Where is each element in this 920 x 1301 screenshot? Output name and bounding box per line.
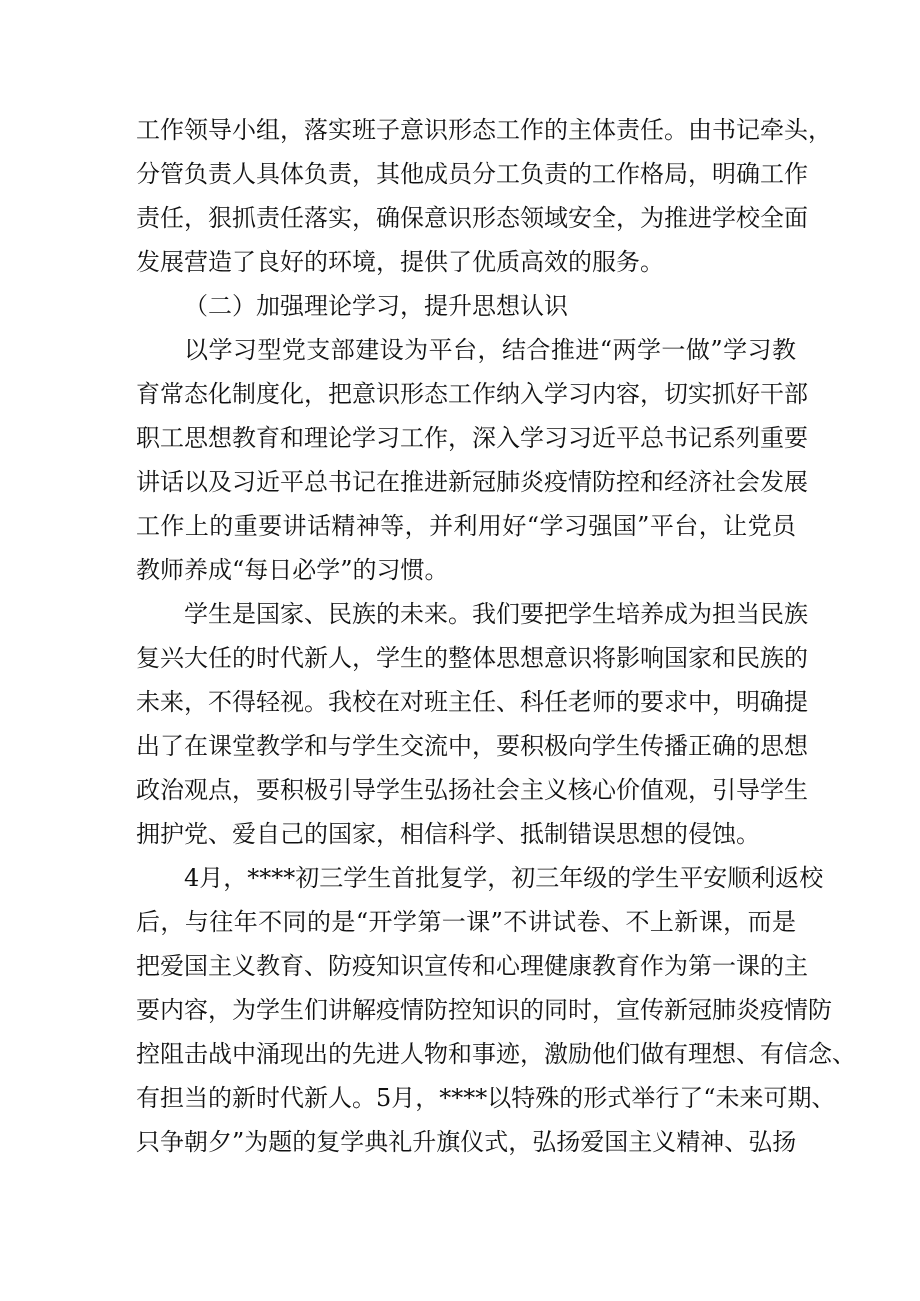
text-line: 育常态化制度化，把意识形态工作纳入学习内容，切实抓好干部 [136,380,808,408]
text-line: 政治观点，要积极引导学生弘扬社会主义核心价值观，引导学生 [136,776,808,804]
text-line: 职工思想教育和理论学习工作，深入学习习近平总书记系列重要 [136,424,808,452]
text-line: 工作上的重要讲话精神等，并利用好“学习强国”平台，让党员 [136,512,796,540]
text-line: 复兴大任的时代新人，学生的整体思想意识将影响国家和民族的 [136,644,808,672]
text-line: 工作领导小组，落实班子意识形态工作的主体责任。由书记牵头， [136,116,832,144]
text-line: 只争朝夕”为题的复学典礼升旗仪式，弘扬爱国主义精神、弘扬 [136,1128,797,1156]
text-line: 控阻击战中涌现出的先进人物和事迹，激励他们做有理想、有信念、 [136,1040,856,1068]
text-line: 后，与往年不同的是“开学第一课”不讲试卷、不上新课，而是 [136,908,796,936]
text-line: 未来，不得轻视。我校在对班主任、科任老师的要求中，明确提 [136,688,808,716]
text-line: 4月，****初三学生首批复学，初三年级的学生平安顺利返校 [184,864,824,892]
text-line: 发展营造了良好的环境，提供了优质高效的服务。 [136,248,664,276]
text-line: 学生是国家、民族的未来。我们要把学生培养成为担当民族 [184,600,808,628]
text-line: 要内容，为学生们讲解疫情防控知识的同时，宣传新冠肺炎疫情防 [136,996,832,1024]
text-line: 分管负责人具体负责，其他成员分工负责的工作格局，明确工作 [136,160,808,188]
text-line: 讲话以及习近平总书记在推进新冠肺炎疫情防控和经济社会发展 [136,468,808,496]
text-line: 责任，狠抓责任落实，确保意识形态领域安全，为推进学校全面 [136,204,808,232]
text-line: 有担当的新时代新人。5月，****以特殊的形式举行了“未来可期、 [136,1084,836,1112]
section-heading: （二）加强理论学习，提升思想认识 [184,292,568,320]
text-line: 以学习型党支部建设为平台，结合推进“两学一做”学习教 [184,336,796,364]
text-line: 拥护党、爱自己的国家，相信科学、抵制错误思想的侵蚀。 [136,820,760,848]
text-line: 教师养成“每日必学”的习惯。 [136,556,449,584]
text-line: 把爱国主义教育、防疫知识宣传和心理健康教育作为第一课的主 [136,952,808,980]
text-line: 出了在课堂教学和与学生交流中，要积极向学生传播正确的思想 [136,732,808,760]
